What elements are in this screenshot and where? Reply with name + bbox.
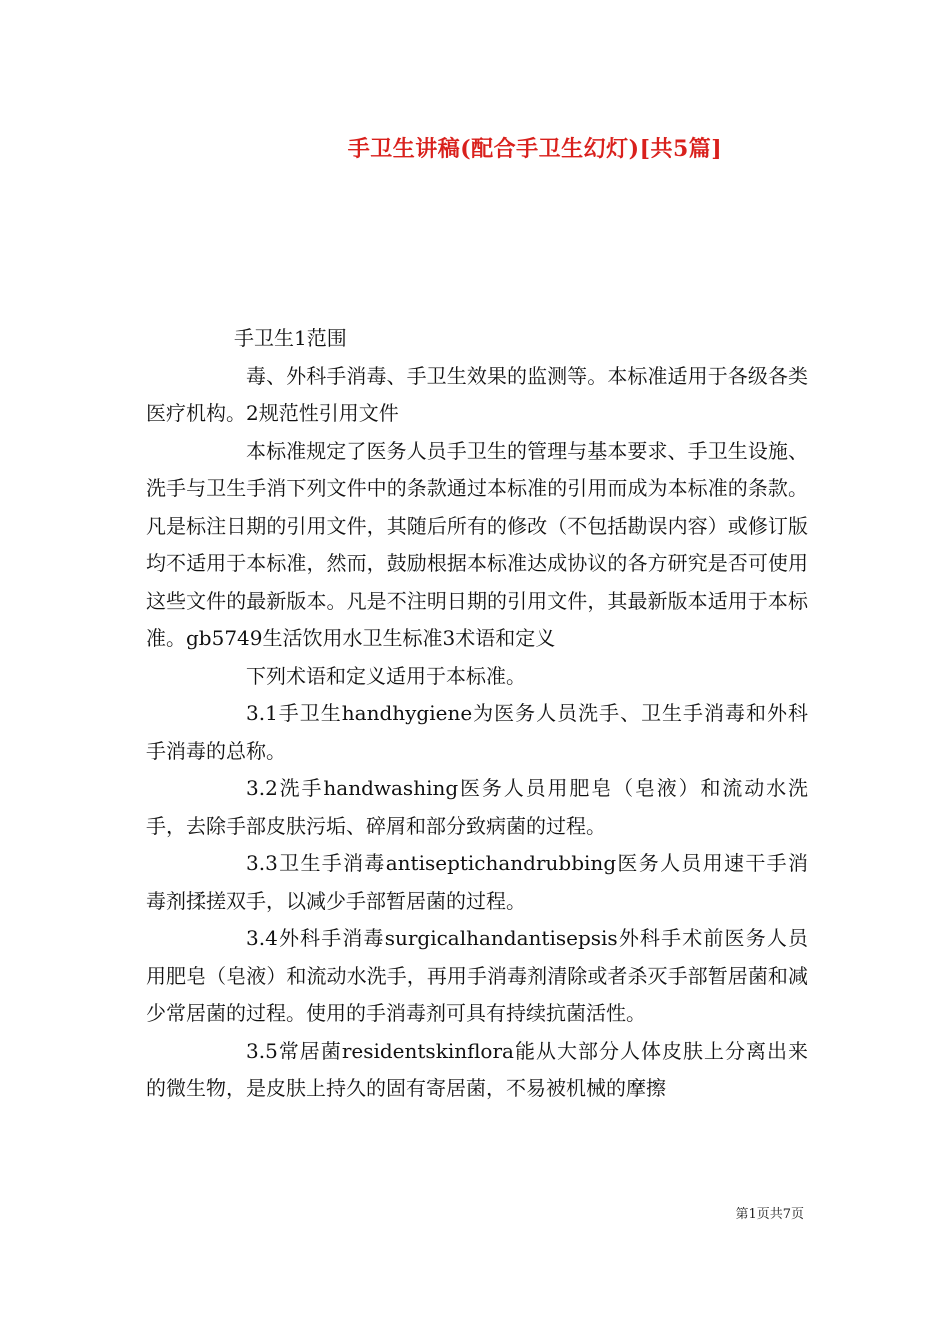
section-heading: 手卫生1范围 [234,326,347,350]
page-number: 第1页共7页 [735,1207,804,1222]
paragraph: 下列术语和定义适用于本标准。 [246,663,526,688]
paragraph: 3.4外科手消毒surgicalhandantisepsis外科手术前医务人员用肥皂（皂液）和流动水洗手，再用手消毒剂清除或者杀灭手部暂居菌和减少常居菌的过程。使用的手消毒剂可具有持续抗菌活性。 [146,926,808,1025]
document-title: 手卫生讲稿(配合手卫生幻灯)[共5篇] [347,136,723,162]
paragraph: 3.2洗手handwashing医务人员用肥皂（皂液）和流动水洗手，去除手部皮肤污垢、碎屑和部分致病菌的过程。 [146,776,808,838]
paragraph: 毒、外科手消毒、手卫生效果的监测等。本标准适用于各级各类医疗机构。2规范性引用文件 [146,363,808,425]
paragraph: 3.1手卫生handhygiene为医务人员洗手、卫生手消毒和外科手消毒的总称。 [146,701,808,763]
paragraph: 本标准规定了医务人员手卫生的管理与基本要求、手卫生设施、洗手与卫生手消下列文件中的条款通过本标准的引用而成为本标准的条款。凡是标注日期的引用文件，其随后所有的修改（不包括勘误内容）或修订版均不适用于本标准，然而，鼓励根据本标准达成协议的各方研究是否可使用这些文件的最新版本。凡是不注明日期的引用文件，其最新版本适用于本标准。gb5749生活饮用水卫生标准3术语和定义 [146,438,808,650]
document-body [146,320,808,1108]
paragraph: 3.5常居菌residentskinflora能从大部分人体皮肤上分离出来的微生物，是皮肤上持久的固有寄居菌，不易被机械的摩擦 [146,1038,808,1100]
paragraph: 3.3卫生手消毒antiseptichandrubbing医务人员用速干手消毒剂揉搓双手，以减少手部暂居菌的过程。 [146,851,808,913]
